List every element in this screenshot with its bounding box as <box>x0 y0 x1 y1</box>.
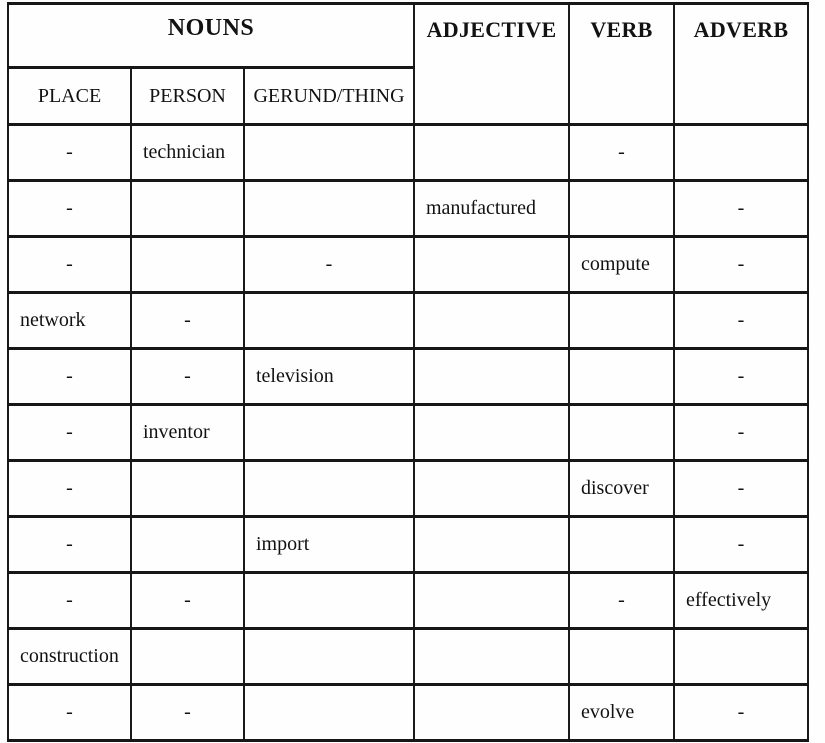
table-cell <box>674 125 808 181</box>
table-row <box>8 517 808 573</box>
table-cell <box>569 293 674 349</box>
table-cell <box>131 629 244 685</box>
table-cell <box>569 517 674 573</box>
table-cell <box>244 181 414 237</box>
table-cell: - <box>674 349 808 405</box>
table-cell: - <box>131 293 244 349</box>
table-row <box>8 181 808 237</box>
table-cell <box>131 181 244 237</box>
table-cell: - <box>244 237 414 293</box>
table-cell <box>414 685 569 741</box>
table-row <box>8 461 808 517</box>
table-cell: import <box>244 517 414 573</box>
header-place: PLACE <box>8 68 131 125</box>
header-adverb: ADVERB <box>674 4 808 125</box>
table-cell: inventor <box>131 405 244 461</box>
table-cell: - <box>8 573 131 629</box>
table-cell <box>414 237 569 293</box>
table-cell <box>244 461 414 517</box>
header-gerund-thing: GERUND/THING <box>244 68 414 125</box>
table-cell <box>569 181 674 237</box>
table-cell <box>414 293 569 349</box>
table-cell <box>131 461 244 517</box>
table-cell <box>414 405 569 461</box>
table-cell: - <box>131 349 244 405</box>
table-row <box>8 405 808 461</box>
table-cell: construction <box>8 629 131 685</box>
table-cell: - <box>8 125 131 181</box>
table-row <box>8 293 808 349</box>
header-verb: VERB <box>569 4 674 125</box>
table-cell: - <box>674 685 808 741</box>
header-adjective: ADJECTIVE <box>414 4 569 125</box>
table-cell <box>414 125 569 181</box>
table-cell <box>244 405 414 461</box>
table-cell <box>674 629 808 685</box>
table-cell: - <box>674 237 808 293</box>
table-cell: effectively <box>674 573 808 629</box>
table-row <box>8 237 808 293</box>
word-forms-table <box>7 2 809 742</box>
table-body <box>8 125 808 741</box>
table-cell: - <box>8 685 131 741</box>
table-cell: - <box>674 517 808 573</box>
table-cell <box>414 349 569 405</box>
table-cell: - <box>8 349 131 405</box>
table-cell: - <box>569 125 674 181</box>
table-cell: television <box>244 349 414 405</box>
table-cell <box>244 293 414 349</box>
table-row <box>8 349 808 405</box>
table-cell: - <box>569 573 674 629</box>
table-cell: - <box>674 461 808 517</box>
table-cell: - <box>131 573 244 629</box>
table-cell: - <box>8 517 131 573</box>
table-cell: - <box>8 405 131 461</box>
table-cell <box>244 125 414 181</box>
table-cell <box>414 461 569 517</box>
table-row <box>8 685 808 741</box>
table-row <box>8 629 808 685</box>
table-cell: - <box>674 405 808 461</box>
header-person: PERSON <box>131 68 244 125</box>
table-cell: compute <box>569 237 674 293</box>
table-cell: discover <box>569 461 674 517</box>
table-cell: - <box>8 237 131 293</box>
table-cell: - <box>674 293 808 349</box>
header-nouns: NOUNS <box>8 4 414 68</box>
table-cell: manufactured <box>414 181 569 237</box>
table-cell <box>244 573 414 629</box>
table-row <box>8 125 808 181</box>
table-cell <box>244 685 414 741</box>
table-cell <box>569 405 674 461</box>
table-cell <box>569 629 674 685</box>
table-cell: - <box>8 461 131 517</box>
table-cell: technician <box>131 125 244 181</box>
table-cell: network <box>8 293 131 349</box>
table-cell: - <box>8 181 131 237</box>
table-cell <box>131 517 244 573</box>
table-cell <box>414 517 569 573</box>
table-row <box>8 573 808 629</box>
table-cell: - <box>674 181 808 237</box>
table-cell <box>244 629 414 685</box>
table-cell <box>569 349 674 405</box>
table-cell: evolve <box>569 685 674 741</box>
table-cell <box>131 237 244 293</box>
header-row-groups <box>8 4 808 68</box>
table-cell: - <box>131 685 244 741</box>
table-cell <box>414 573 569 629</box>
table-cell <box>414 629 569 685</box>
